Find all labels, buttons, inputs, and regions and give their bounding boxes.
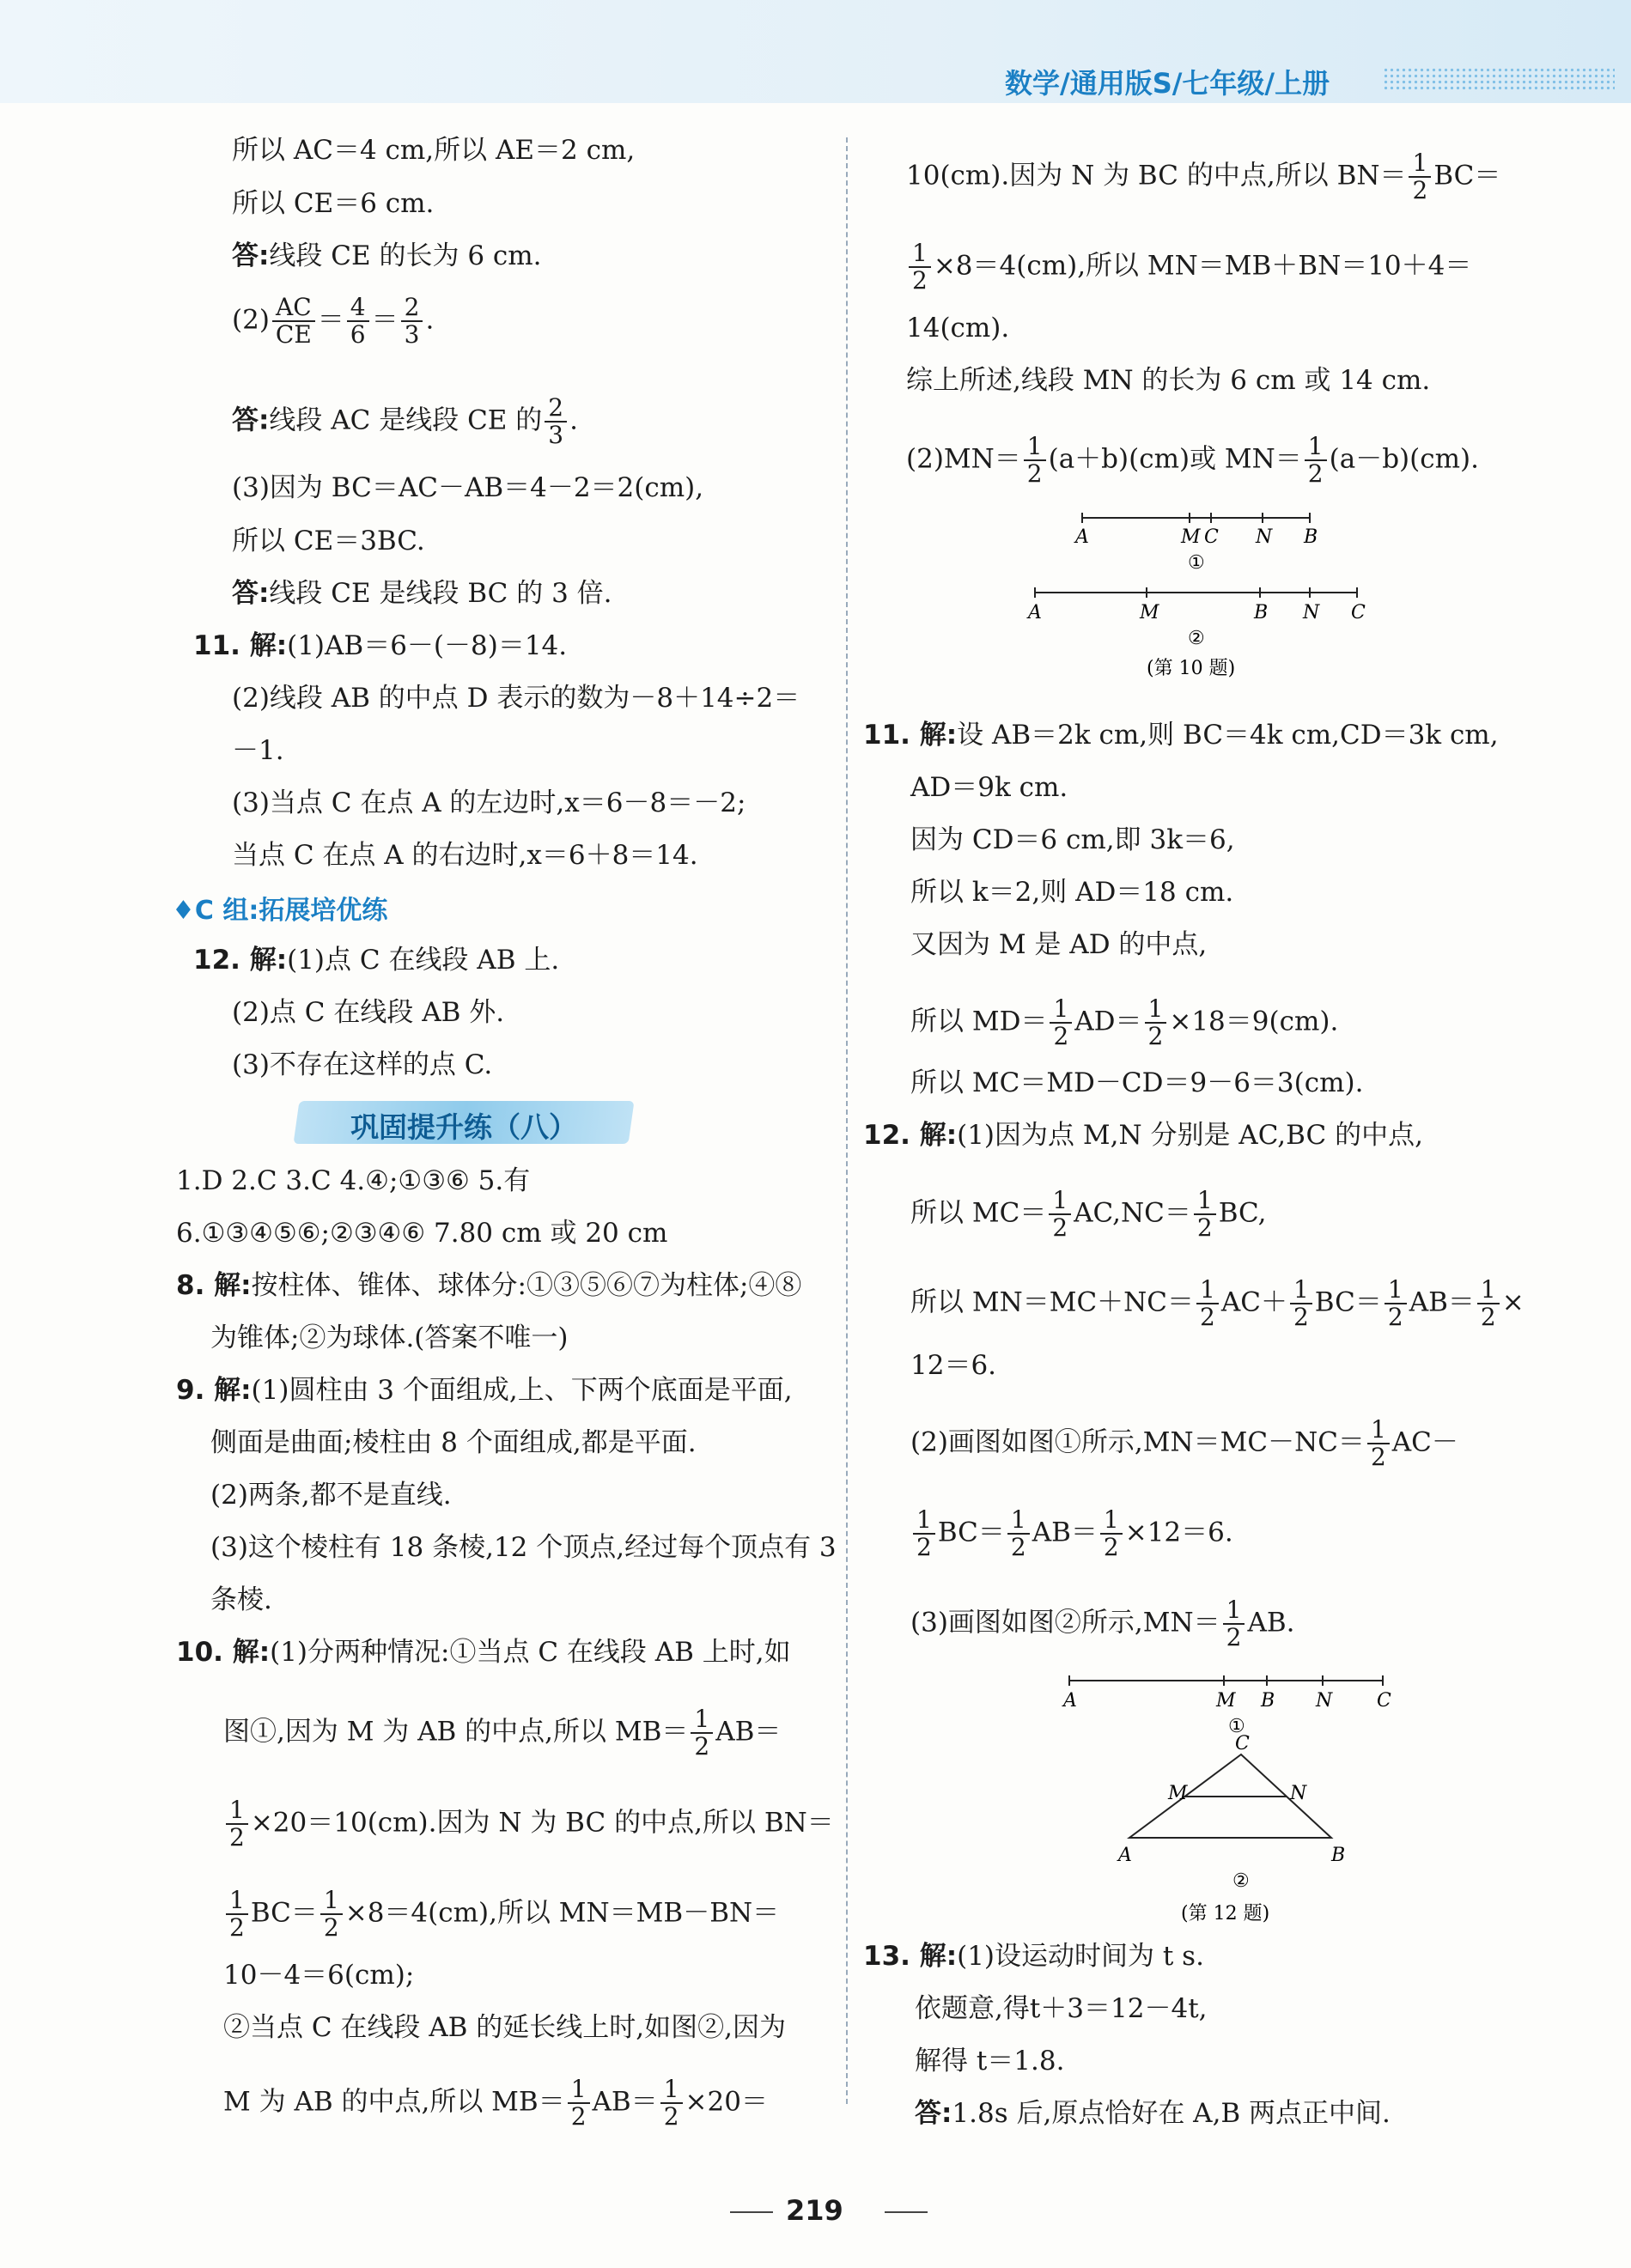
fraction: $\frac{1}{2}$ [1409, 150, 1431, 204]
fraction: $\frac{1}{2}$ [1024, 434, 1046, 487]
fig12-1-label: A [1063, 1690, 1077, 1712]
q9-left-e: 条棱. [210, 1584, 272, 1615]
left-line-3: 答:线段 CE 的长为 6 cm. [232, 240, 542, 271]
fraction: $\frac{1}{2}$ [913, 1507, 935, 1560]
answers-6-7: 6.①③④⑤⑥;②③④⑥ 7.80 cm 或 20 cm [176, 1218, 668, 1249]
fraction: $\frac{2}{3}$ [545, 395, 567, 448]
page-number-dash-right [885, 2211, 928, 2213]
fig12-1-number: ① [1228, 1716, 1245, 1737]
page-number: 219 [786, 2194, 843, 2227]
answer-label: 答: [232, 240, 270, 271]
fig12-1-label: M [1216, 1690, 1236, 1712]
fraction: $\frac{1}{2}$ [1290, 1277, 1312, 1330]
q11-right-b: AD＝9k cm. [910, 772, 1068, 803]
q12-right-b: 所以 MC＝ $\frac{1}{2}$ AC,NC＝ $\frac{1}{2}$ BC, [910, 1186, 1267, 1242]
figure-q10 [1013, 498, 1383, 687]
fraction: $\frac{1}{2}$ [1007, 1507, 1030, 1560]
figure-q12 [1048, 1662, 1409, 1937]
right-line-1: 10(cm).因为 N 为 BC 的中点,所以 BN＝ $\frac{1}{2}$ BC＝ [906, 149, 1501, 204]
left-line-6: (3)因为 BC＝AC－AB＝4－2＝2(cm), [232, 472, 704, 503]
q10-left: 10. 解:(1)分两种情况:①当点 C 在线段 AB 上时,如 [176, 1637, 791, 1668]
fraction: $\frac{1}{2}$ [1305, 434, 1327, 487]
section-banner-title: 巩固提升练（八） [350, 1110, 577, 1144]
fig10-1-label: A [1075, 526, 1089, 548]
q12-left-b: (2)点 C 在线段 AB 外. [232, 997, 505, 1028]
q9-left-b: 侧面是曲面;棱柱由 8 个面组成,都是平面. [210, 1427, 697, 1458]
q11-left-d: (3)当点 C 在点 A 的左边时,x＝6－8＝－2; [232, 787, 746, 818]
q13-right-d: 答:1.8s 后,原点恰好在 A,B 两点正中间. [915, 2098, 1391, 2129]
q10-left-c: $\frac{1}{2}$ ×20＝10(cm).因为 N 为 BC 的中点,所以 BN＝ [223, 1797, 834, 1851]
q11-right-f: 所以 MD＝ $\frac{1}{2}$ AD＝ $\frac{1}{2}$ ×18＝9(cm). [910, 994, 1339, 1050]
fraction: $\frac{1}{2}$ [226, 1797, 248, 1851]
fig10-1-label: C [1204, 526, 1219, 548]
fig10-2-label: A [1028, 602, 1042, 623]
fraction: $\frac{1}{2}$ [1477, 1277, 1500, 1330]
right-line-2: $\frac{1}{2}$ ×8＝4(cm),所以 MN＝MB＋BN＝10＋4＝ [906, 240, 1471, 294]
fraction: $\frac{1}{2}$ [1145, 996, 1167, 1049]
left-ratio-line: (2) $\frac{AC}{CE}$ ＝ $\frac{4}{6}$ ＝ $\frac{2}{3}$ . [232, 293, 435, 349]
fig10-2-number: ② [1188, 628, 1205, 649]
fraction: $\frac{1}{2}$ [226, 1888, 248, 1941]
fraction: $\frac{1}{2}$ [1367, 1417, 1390, 1470]
fraction: $\frac{1}{2}$ [691, 1706, 713, 1760]
q13-right-c: 解得 t＝1.8. [915, 2046, 1065, 2076]
fig12-diagram-1 [1062, 1675, 1391, 1737]
fig12-2-label: N [1290, 1783, 1307, 1804]
fig10-diagram-2 [1026, 587, 1366, 649]
fig12-1-label: B [1261, 1690, 1275, 1712]
header-dot-pattern [1383, 67, 1615, 91]
fraction: $\frac{4}{6}$ [347, 295, 369, 348]
q11-left-e: 当点 C 在点 A 的右边时,x＝6＋8＝14. [232, 840, 698, 871]
fig12-2-label: M [1168, 1783, 1188, 1804]
answers-1-5: 1.D 2.C 3.C 4.④;①③⑥ 5.有 [176, 1165, 531, 1196]
q12-left-c: (3)不存在这样的点 C. [232, 1049, 493, 1080]
fig12-2-label: C [1235, 1733, 1250, 1754]
q11-left-c: －1. [232, 735, 284, 766]
fig12-diagram-2 [1117, 1733, 1345, 1892]
fig10-1-label: N [1256, 526, 1273, 548]
q10-left-d: $\frac{1}{2}$ BC＝ $\frac{1}{2}$ ×8＝4(cm),所以 MN＝MB－BN＝ [223, 1888, 779, 1941]
left-line-2: 所以 CE＝6 cm. [232, 188, 435, 219]
fraction: $\frac{1}{2}$ [1100, 1507, 1123, 1560]
q11-left: 11. 解:(1)AB＝6－(－8)＝14. [193, 630, 568, 661]
answer-label: 答: [232, 578, 270, 609]
answer-label: 答: [915, 2098, 952, 2129]
fig10-2-label: M [1140, 602, 1159, 623]
q12-right-e: (2)画图如图①所示,MN＝MC－NC＝ $\frac{1}{2}$ AC－ [910, 1415, 1458, 1471]
answer-label: 答: [232, 404, 270, 436]
header-title: 数学/通用版S/七年级/上册 [1005, 67, 1330, 100]
q12-right: 12. 解:(1)因为点 M,N 分别是 AC,BC 的中点, [863, 1120, 1423, 1151]
fig10-1-label: M [1181, 526, 1201, 548]
q10-left-e: 10－4＝6(cm); [223, 1960, 415, 1991]
section-c-heading: ♦C 组:拓展培优练 [172, 896, 388, 926]
q11-left-b: (2)线段 AB 的中点 D 表示的数为－8＋14÷2＝ [232, 683, 800, 714]
fraction: $\frac{AC}{CE}$ [272, 295, 315, 348]
q10-left-f: ②当点 C 在线段 AB 的延长线上时,如图②,因为 [223, 2012, 787, 2043]
right-line-4: 综上所述,线段 MN 的长为 6 cm 或 14 cm. [906, 365, 1431, 396]
q11-right-e: 又因为 M 是 AD 的中点, [910, 929, 1208, 960]
column-divider [846, 137, 848, 2104]
q8-left: 8. 解:按柱体、锥体、球体分:①③⑤⑥⑦为柱体;④⑧ [176, 1270, 802, 1301]
fraction: $\frac{1}{2}$ [1385, 1277, 1407, 1330]
left-line-7: 所以 CE＝3BC. [232, 526, 425, 556]
right-line-3: 14(cm). [906, 313, 1010, 344]
fig12-caption: (第 12 题) [1181, 1903, 1270, 1924]
fraction: $\frac{1}{2}$ [320, 1888, 343, 1941]
q10-left-g: M 为 AB 的中点,所以 MB＝ $\frac{1}{2}$ AB＝ $\frac{1}{2}$ ×20＝ [223, 2075, 768, 2131]
fraction: $\frac{1}{2}$ [1223, 1597, 1245, 1651]
left-line-5: 答:线段 AC 是线段 CE 的 $\frac{2}{3}$ . [232, 393, 578, 449]
left-line-1: 所以 AC＝4 cm,所以 AE＝2 cm, [232, 135, 636, 166]
fig10-2-label: B [1254, 602, 1269, 623]
q12-right-c: 所以 MN＝MC＋NC＝ $\frac{1}{2}$ AC＋ $\frac{1}{2}$ BC＝ $\frac{1}{2}$ AB＝ $\frac{1}{2}$ × [910, 1275, 1524, 1331]
fraction: $\frac{1}{2}$ [660, 2076, 683, 2130]
fig12-1-label: C [1377, 1690, 1391, 1712]
q10-left-b: 图①,因为 M 为 AB 的中点,所以 MB＝ $\frac{1}{2}$ AB＝ [223, 1705, 782, 1760]
q12-right-g: (3)画图如图②所示,MN＝ $\frac{1}{2}$ AB. [910, 1596, 1295, 1651]
q8-left-b: 为锥体;②为球体.(答案不唯一) [210, 1322, 569, 1353]
left-line-8: 答:线段 CE 是线段 BC 的 3 倍. [232, 578, 612, 609]
right-line-5: (2)MN＝ $\frac{1}{2}$ (a＋b)(cm)或 MN＝ $\frac{1}{2}$ (a－b)(cm). [906, 432, 1479, 488]
fig12-2-label: A [1118, 1845, 1132, 1866]
fraction: $\frac{1}{2}$ [1196, 1277, 1219, 1330]
page-number-dash-left [730, 2211, 773, 2213]
fraction: $\frac{1}{2}$ [1194, 1188, 1216, 1241]
q11-right-c: 因为 CD＝6 cm,即 3k＝6, [910, 824, 1235, 855]
fraction: $\frac{2}{3}$ [401, 295, 423, 348]
q12-right-d: 12＝6. [910, 1350, 997, 1381]
q12-right-f: $\frac{1}{2}$ BC＝ $\frac{1}{2}$ AB＝ $\frac{1}{2}$ ×12＝6. [910, 1507, 1233, 1560]
fig10-caption: (第 10 题) [1147, 658, 1236, 679]
fraction: $\frac{1}{2}$ [1049, 1188, 1071, 1241]
fig10-1-label: B [1304, 526, 1318, 548]
fig12-2-number: ② [1232, 1870, 1250, 1892]
q11-right-g: 所以 MC＝MD－CD＝9－6＝3(cm). [910, 1067, 1364, 1098]
q13-right-b: 依题意,得t＋3＝12－4t, [915, 1993, 1208, 2024]
q9-left: 9. 解:(1)圆柱由 3 个面组成,上、下两个底面是平面, [176, 1375, 793, 1406]
fig10-diagram-1 [1074, 513, 1318, 574]
fig10-1-number: ① [1188, 552, 1205, 574]
q9-left-c: (2)两条,都不是直线. [210, 1480, 452, 1511]
fig10-2-label: C [1351, 602, 1366, 623]
q12-left: 12. 解:(1)点 C 在线段 AB 上. [193, 945, 560, 976]
fraction: $\frac{1}{2}$ [1050, 996, 1072, 1049]
fig12-2-label: B [1331, 1845, 1346, 1866]
q13-right: 13. 解:(1)设运动时间为 t s. [863, 1941, 1204, 1972]
q11-right: 11. 解:设 AB＝2k cm,则 BC＝4k cm,CD＝3k cm, [863, 720, 1499, 751]
q11-right-d: 所以 k＝2,则 AD＝18 cm. [910, 877, 1234, 908]
fig10-2-label: N [1303, 602, 1320, 623]
q9-left-d: (3)这个棱柱有 18 条棱,12 个顶点,经过每个顶点有 3 [210, 1532, 837, 1563]
fraction: $\frac{1}{2}$ [909, 240, 931, 294]
fig12-1-label: N [1316, 1690, 1333, 1712]
fraction: $\frac{1}{2}$ [568, 2076, 590, 2130]
